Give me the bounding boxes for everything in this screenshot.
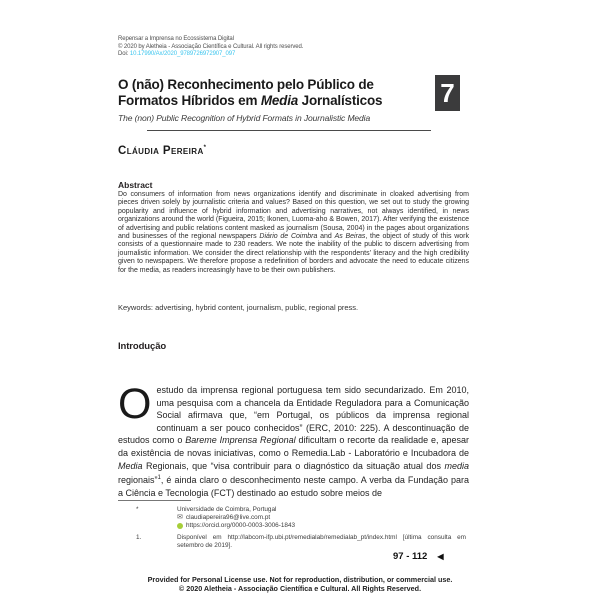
- email-line: [177, 514, 466, 522]
- orcid-icon: [177, 523, 183, 529]
- article-subtitle: The (non) Public Recognition of Hybrid Formats in Journalistic Media: [118, 113, 371, 123]
- italic-term: Media: [118, 460, 143, 471]
- author-footnote-marker: *: [203, 145, 207, 152]
- keywords-line: Keywords: advertising, hybrid content, journalism, public, regional press.: [118, 303, 359, 312]
- doi-link[interactable]: 10.17990/Ax/2020_9789726972907_097: [129, 51, 236, 58]
- footnote-divider: [118, 500, 191, 501]
- title-divider: [147, 130, 431, 131]
- license-line: Provided for Personal License use. Not for reproduction, distribution, or commercial use.: [147, 575, 453, 584]
- footnote-reference: 1: [157, 475, 161, 482]
- section-heading-introducao: Introdução: [118, 341, 167, 352]
- author-name: Cláudia Pereira*: [118, 145, 207, 157]
- article-title: O (não) Reconhecimento pelo Público de Formatos Híbridos em Media Jornalísticos: [118, 77, 383, 108]
- doi-label: Doi:: [118, 51, 129, 58]
- italic-term: Bareme Imprensa Regional: [185, 435, 296, 446]
- footnote-body: [177, 506, 466, 530]
- newspaper-name-italic: As Beiras: [334, 233, 366, 241]
- series-title: Repensar a Imprensa no Ecossistema Digital: [118, 36, 234, 42]
- license-footer: [0, 575, 600, 593]
- title-italic-word: Media: [260, 92, 299, 108]
- author-footnote: [136, 506, 466, 530]
- page-range-text: 97 - 112: [393, 551, 428, 562]
- abstract-heading: Abstract: [118, 180, 153, 190]
- footnote-marker: 1.: [136, 534, 142, 541]
- footnote-1-text[interactable]: Disponível em http://labcom-ifp.ubi.pt/remedialab/remedialab_pt/index.html [última consulta em setembro de 2019].: [177, 534, 466, 549]
- page-range: [393, 551, 444, 562]
- footnote-marker: *: [136, 506, 139, 513]
- affiliation-line: Universidade de Coimbra, Portugal: [177, 506, 277, 513]
- page-range-arrow-icon: ◀: [437, 552, 444, 561]
- email-icon: ✉: [177, 514, 183, 521]
- doi-line: [118, 51, 303, 59]
- drop-cap: O: [118, 380, 152, 428]
- orcid-line: [177, 522, 466, 530]
- abstract-text: Do consumers of information from news organizations identify and discriminate in cloaked advertising from pieces driven solely by journalistic criteria and values? Based on this question, we set out to study the growing popularity and influence of hybrid information and advertising narratives, not always identified, in news organizations around the world (Figueira, 2015; Ikonen, Luoma-aho & Bowen, 2017). After verifying the existence of advertising and public relations content masked as journalism (Sousa, 2004) in the pages about organizations and businesses of the regional newspapers Diário de Coimbra and As Beiras, the object of study of this work consists of a questionnaire made to 230 readers. We note the inability of the public to discern advertising from journalistic information. We consider the direct relationship with the respondents’ literacy and the high credibility given to newspapers. We therefore propose a redefinition of borders and advocate the need to educate citizens for the media, as readers increasingly have to be their own publishers.: [118, 191, 469, 274]
- orcid-link[interactable]: https://orcid.org/0000-0003-3006-1843: [186, 522, 296, 529]
- chapter-number-badge: 7: [435, 75, 460, 111]
- rights-line: © 2020 Aletheia - Associação Científica e Cultural. All Rights Reserved.: [178, 584, 422, 594]
- copyright-line: © 2020 by Aletheia - Associação Científica e Cultural. All rights reserved.: [118, 43, 304, 50]
- newspaper-name-italic: Diário de Coimbra: [259, 233, 318, 241]
- footnotes-block: [136, 506, 466, 550]
- title-block: [118, 77, 430, 123]
- footnote-1: [136, 534, 466, 550]
- italic-term: media: [444, 460, 469, 471]
- email-link[interactable]: claudiapereira96@live.com.pt: [185, 514, 271, 521]
- page-header: [118, 36, 303, 59]
- intro-paragraph: Oestudo da imprensa regional portuguesa tem sido secundarizado. Em 2010, uma pesquisa com a chancela da Entidade Reguladora para a Comunicação Social afirmava que, “em Portugal, os públicos da imprensa regional continuam a ser pouco conhecidos” (ERC, 2010: 225). A descontinuação de estudos como o Bareme Imprensa Regional dificultam o recorte da realidade e, apesar da existência de novas iniciativas, como o Remedia.Lab - Laboratório e Incubadora de Media Regionais, que “visa contribuir para o diagnóstico da situação atual dos media regionais”$^1$, é ainda claro o desconhecimento neste campo. A verba da Fundação para a Ciência e Tecnologia (FCT) destinado ao estudo sobre meios de: [118, 380, 469, 498]
